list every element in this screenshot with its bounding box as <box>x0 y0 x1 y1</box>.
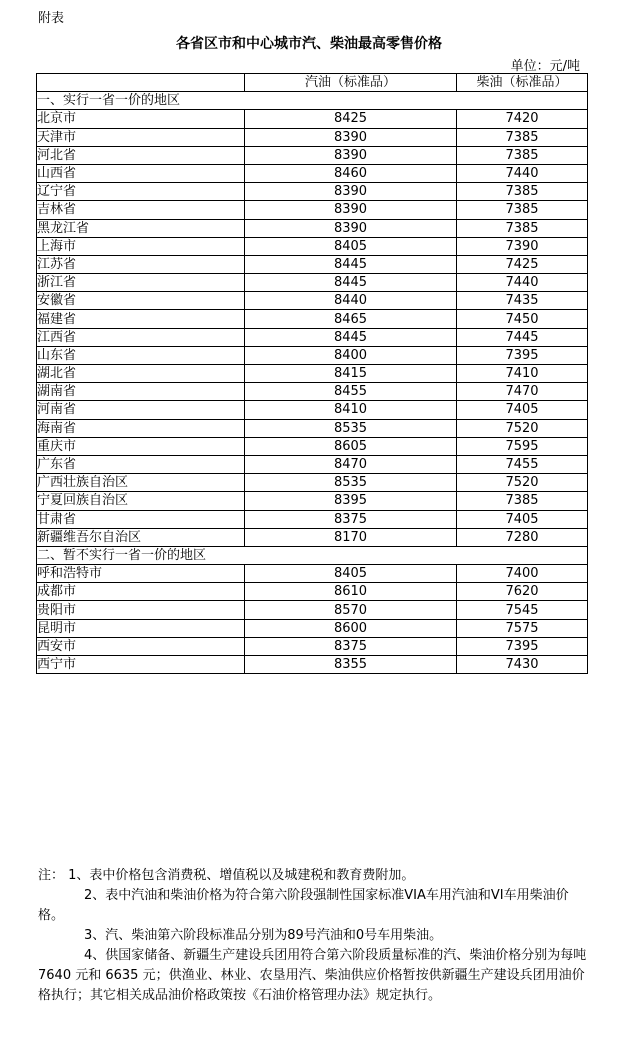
gasoline-price-cell: 8415 <box>245 365 457 383</box>
table-row <box>37 292 588 310</box>
diesel-price-cell: 7410 <box>457 365 588 383</box>
diesel-price-cell: 7440 <box>457 164 588 182</box>
table-row <box>37 565 588 583</box>
table-row <box>37 310 588 328</box>
table-row <box>37 474 588 492</box>
region-cell: 江苏省 <box>37 255 245 273</box>
region-cell: 昆明市 <box>37 619 245 637</box>
table-row <box>37 110 588 128</box>
diesel-price-cell: 7385 <box>457 492 588 510</box>
gasoline-price-cell: 8390 <box>245 201 457 219</box>
region-cell: 江西省 <box>37 328 245 346</box>
region-cell: 福建省 <box>37 310 245 328</box>
table-row <box>37 346 588 364</box>
notes-section <box>38 866 588 1006</box>
gasoline-price-cell: 8440 <box>245 292 457 310</box>
gasoline-price-cell: 8170 <box>245 528 457 546</box>
diesel-price-cell: 7575 <box>457 619 588 637</box>
diesel-price-cell: 7520 <box>457 419 588 437</box>
gasoline-price-cell: 8400 <box>245 346 457 364</box>
region-cell: 黑龙江省 <box>37 219 245 237</box>
gasoline-price-cell: 8390 <box>245 219 457 237</box>
gasoline-price-cell: 8605 <box>245 437 457 455</box>
gasoline-price-cell: 8405 <box>245 237 457 255</box>
gasoline-price-cell: 8390 <box>245 128 457 146</box>
gasoline-price-cell: 8395 <box>245 492 457 510</box>
region-cell: 吉林省 <box>37 201 245 219</box>
table-row <box>37 383 588 401</box>
table-row <box>37 419 588 437</box>
region-cell: 重庆市 <box>37 437 245 455</box>
diesel-price-cell: 7425 <box>457 255 588 273</box>
diesel-price-cell: 7595 <box>457 437 588 455</box>
table-row <box>37 492 588 510</box>
document-title: 各省区市和中心城市汽、柴油最高零售价格 <box>176 36 442 52</box>
diesel-price-cell: 7400 <box>457 565 588 583</box>
gasoline-price-cell: 8610 <box>245 583 457 601</box>
diesel-price-cell: 7455 <box>457 455 588 473</box>
note-3: 3、汽、柴油第六阶段标准品分别为89号汽油和0号车用柴油。 <box>84 928 443 943</box>
region-cell: 安徽省 <box>37 292 245 310</box>
note-1: 注： 1、表中价格包含消费税、增值税以及城建税和教育费附加。 <box>38 868 415 883</box>
gasoline-price-cell: 8445 <box>245 328 457 346</box>
section-row <box>37 546 588 564</box>
region-cell: 呼和浩特市 <box>37 565 245 583</box>
gasoline-price-cell: 8355 <box>245 656 457 674</box>
region-cell: 广东省 <box>37 455 245 473</box>
region-cell: 甘肃省 <box>37 510 245 528</box>
region-cell: 新疆维吾尔自治区 <box>37 528 245 546</box>
header-region <box>37 74 245 92</box>
diesel-price-cell: 7450 <box>457 310 588 328</box>
region-cell: 北京市 <box>37 110 245 128</box>
region-cell: 成都市 <box>37 583 245 601</box>
table-row <box>37 510 588 528</box>
gasoline-price-cell: 8535 <box>245 419 457 437</box>
region-cell: 西宁市 <box>37 656 245 674</box>
gasoline-price-cell: 8470 <box>245 455 457 473</box>
region-cell: 广西壮族自治区 <box>37 474 245 492</box>
diesel-price-cell: 7385 <box>457 128 588 146</box>
table-header-row <box>37 74 588 92</box>
section-title: 二、暂不实行一省一价的地区 <box>37 546 588 564</box>
table-row <box>37 201 588 219</box>
diesel-price-cell: 7385 <box>457 219 588 237</box>
table-row <box>37 219 588 237</box>
diesel-price-cell: 7405 <box>457 401 588 419</box>
diesel-price-cell: 7430 <box>457 656 588 674</box>
diesel-price-cell: 7420 <box>457 110 588 128</box>
gasoline-price-cell: 8445 <box>245 255 457 273</box>
section-title: 一、实行一省一价的地区 <box>37 92 588 110</box>
table-row <box>37 146 588 164</box>
unit-label: 单位：元/吨 <box>510 59 580 74</box>
region-cell: 辽宁省 <box>37 183 245 201</box>
header-gasoline: 汽油（标准品） <box>245 74 457 92</box>
table-row <box>37 601 588 619</box>
table-row <box>37 528 588 546</box>
region-cell: 浙江省 <box>37 274 245 292</box>
region-cell: 天津市 <box>37 128 245 146</box>
gasoline-price-cell: 8455 <box>245 383 457 401</box>
diesel-price-cell: 7470 <box>457 383 588 401</box>
table-row <box>37 656 588 674</box>
diesel-price-cell: 7280 <box>457 528 588 546</box>
diesel-price-cell: 7395 <box>457 637 588 655</box>
table-row <box>37 328 588 346</box>
table-row <box>37 274 588 292</box>
table-row <box>37 583 588 601</box>
table-row <box>37 437 588 455</box>
table-row <box>37 255 588 273</box>
diesel-price-cell: 7440 <box>457 274 588 292</box>
gasoline-price-cell: 8405 <box>245 565 457 583</box>
table-row <box>37 128 588 146</box>
table-row <box>37 237 588 255</box>
diesel-price-cell: 7385 <box>457 183 588 201</box>
gasoline-price-cell: 8425 <box>245 110 457 128</box>
diesel-price-cell: 7390 <box>457 237 588 255</box>
gasoline-price-cell: 8600 <box>245 619 457 637</box>
gasoline-price-cell: 8445 <box>245 274 457 292</box>
region-cell: 河南省 <box>37 401 245 419</box>
gasoline-price-cell: 8375 <box>245 637 457 655</box>
region-cell: 湖北省 <box>37 365 245 383</box>
gasoline-price-cell: 8570 <box>245 601 457 619</box>
diesel-price-cell: 7620 <box>457 583 588 601</box>
gasoline-price-cell: 8465 <box>245 310 457 328</box>
diesel-price-cell: 7405 <box>457 510 588 528</box>
diesel-price-cell: 7385 <box>457 146 588 164</box>
table-row <box>37 619 588 637</box>
gasoline-price-cell: 8535 <box>245 474 457 492</box>
gasoline-price-cell: 8390 <box>245 183 457 201</box>
table-row <box>37 401 588 419</box>
gasoline-price-cell: 8460 <box>245 164 457 182</box>
gasoline-price-cell: 8410 <box>245 401 457 419</box>
region-cell: 湖南省 <box>37 383 245 401</box>
table-row <box>37 637 588 655</box>
price-table <box>36 73 588 674</box>
region-cell: 山西省 <box>37 164 245 182</box>
diesel-price-cell: 7520 <box>457 474 588 492</box>
region-cell: 上海市 <box>37 237 245 255</box>
gasoline-price-cell: 8390 <box>245 146 457 164</box>
table-row <box>37 365 588 383</box>
region-cell: 贵阳市 <box>37 601 245 619</box>
note-4: 4、供国家储备、新疆生产建设兵团用符合第六阶段质量标准的汽、柴油价格分别为每吨 7640 元和 6635 元；供渔业、林业、农垦用汽、柴油供应价格暂按供新疆生产建设兵团用油价格执行；其它相关成品油价格政策按《石油价格管理办法》规定执行。 <box>38 948 587 1003</box>
diesel-price-cell: 7385 <box>457 201 588 219</box>
region-cell: 宁夏回族自治区 <box>37 492 245 510</box>
gasoline-price-cell: 8375 <box>245 510 457 528</box>
region-cell: 西安市 <box>37 637 245 655</box>
appendix-label: 附表 <box>38 11 65 26</box>
table-row <box>37 164 588 182</box>
diesel-price-cell: 7445 <box>457 328 588 346</box>
diesel-price-cell: 7395 <box>457 346 588 364</box>
region-cell: 海南省 <box>37 419 245 437</box>
table-row <box>37 455 588 473</box>
region-cell: 河北省 <box>37 146 245 164</box>
diesel-price-cell: 7435 <box>457 292 588 310</box>
table-row <box>37 183 588 201</box>
header-diesel: 柴油（标准品） <box>457 74 588 92</box>
section-row <box>37 92 588 110</box>
region-cell: 山东省 <box>37 346 245 364</box>
diesel-price-cell: 7545 <box>457 601 588 619</box>
note-2: 2、表中汽油和柴油价格为符合第六阶段强制性国家标准VIA车用汽油和VI车用柴油价格。 <box>38 888 569 923</box>
